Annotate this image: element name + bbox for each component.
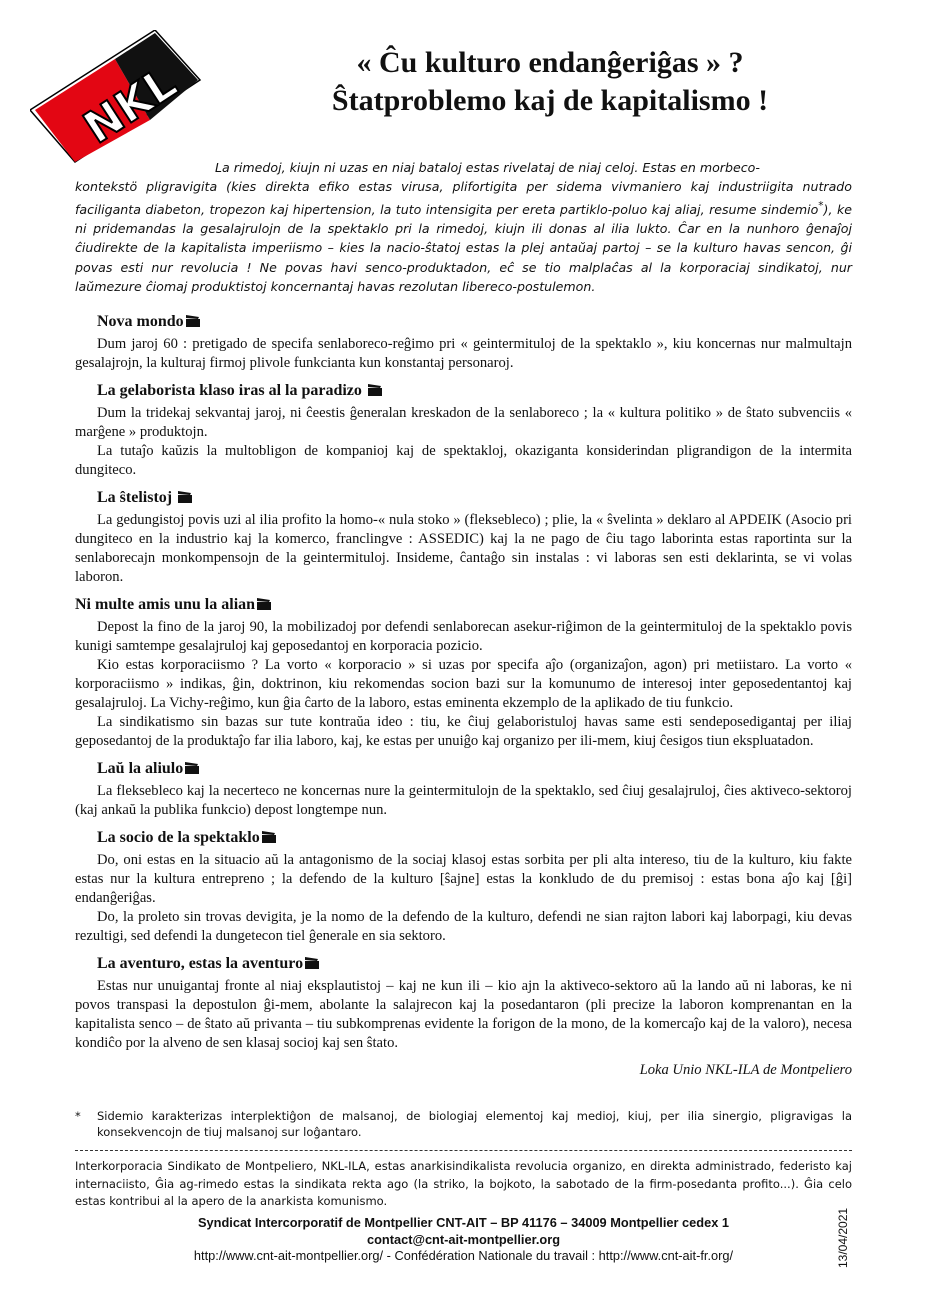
intro-first-line: La rimedoj, kiujn ni uzas en niaj bataloj estas rivelataj de niaj celoj. Estas en morbeco-	[215, 160, 760, 175]
section-ni-multe-amis	[75, 595, 852, 751]
footnote-ref: *	[818, 199, 824, 212]
section-gelaborista-klaso	[75, 381, 852, 480]
signature: Loka Unio NKL-ILA de Montpeliero	[639, 1062, 852, 1078]
paragraph: La tutaĵo kaŭzis la multobligon de kompanioj kaj de spektakloj, okaziganta konsiderindan pligrandigon de la intermita dungiteco.	[75, 443, 852, 478]
page-title	[240, 44, 860, 120]
section-lau-la-aliulo	[75, 759, 852, 820]
section-title-text: La gelaborista klaso iras al la paradizo	[97, 382, 362, 399]
section-title	[97, 488, 852, 508]
title-line-2: Ŝtatproblemo kaj de kapitalismo !	[331, 84, 769, 117]
article-body	[75, 312, 852, 1080]
email-link[interactable]: contact@cnt-ait-montpellier.org	[366, 1231, 561, 1247]
paragraph: Dum la tridekaj sekvantaj jaroj, ni ĉeestis ĝeneralan kreskadon de la senlaboreco ; la « kultura politiko » de ŝtato subvenciis « marĝene » produktojn.	[75, 405, 852, 440]
section-title-text: Ni multe amis unu la alian	[75, 596, 256, 613]
footnote-text: Sidemio karakterizas interplektiĝon de malsanoj, de biologiaj elementoj kaj medioj, kiuj, per ilia sinergio, pligravigas la konsekvencojn de tiuj malsanoj sur loĝantaro.	[97, 1109, 852, 1139]
paragraph: Estas nur unuigantaj fronte al niaj eksplautistoj – kaj ne kun ili – kio ajn la aktiveco-sektoro aŭ la lando aŭ ni laboras, ke ni povos transpasi la depostulon ĝi-mem, abolante la salajrecon kaj la posedantaron (pli precize la laboron komprenantan en la kapitalista senco – de ŝtato aŭ privanta – tiu subkomprenas evidente la forigon de la mono, de la komercaĵo kaj de la valoro), necesa kondiĉo por la alveno de sen klasaj socioj kaj sen ŝtato.	[75, 978, 852, 1051]
paragraph: Depost la fino de la jaroj 90, la mobilizadoj por defendi senlaborecan asekur-riĝimon de la geintermituloj de la spektaklo povis kunigi samtempe gesalajruloj kaj geposedantoj en korporacia pozicio.	[75, 619, 852, 654]
section-title-text: La ŝtelistoj	[97, 489, 173, 506]
logo-text: NKL	[75, 57, 186, 155]
clapperboard-icon	[368, 382, 382, 394]
section-title	[97, 381, 852, 401]
intro-text-b: ), ke ni pridemandas la gesalajrulojn de la spektaklo pri la rimedoj, kiujn ili donas al ilia lukto. Ĉar en la nunhoro ĝenaĵoj ĉiudirekte de la kapitalista imperiismo – kies la nacio-ŝtatoj estas la plej antaŭaj partoj – se la kulturo havas sencon, ĝi povas esti nur revolucia ! Ne povas havi senco-produktadon, eĉ se tio malplaĉas al la korporaciaj sindikatoj, nur laŭmezure ĉiomaj produktistoj koncernantaj havas rezolutan libereco-postulemon.	[75, 201, 852, 294]
paragraph: Do, oni estas en la situacio aŭ la antagonismo de la sociaj klasoj estas sorbita per pli alta intereso, tiu de la kulturo, kiu fakte estas nur la kultura entrepreno ; la defendo de la kulturo [ŝajne] estas la konkludo de du premisoj : estas bona aĵo kaj [ĝi] endanĝeriĝas.	[75, 852, 852, 906]
section-title-text: La socio de la spektaklo	[97, 829, 260, 846]
clapperboard-icon	[185, 760, 199, 772]
paragraph: La gedungistoj povis uzi al ilia profito la homo-« nula stoko » (fleksebleco) ; plie, la « ŝvelinta » deklaro al APDEIK (Asocio pri dungiteco en la industrio kaj la komerco, franclingve : ASSEDIC) kaj la ne pago de ĉiu tago laborinta estas raportinta sur la senlaborecajn monkompensojn de la geintermituloj. Insideme, ĉantaĝo sin instalas : vi laboras sen esti deklarinta, se vi volas laboron.	[75, 512, 852, 585]
intro-paragraph	[75, 158, 852, 296]
section-nova-mondo	[75, 312, 852, 373]
publication-date: 13/04/2021	[836, 1207, 850, 1268]
intro-text-a: kontekstö pligravigita (kies direkta efiko estas virusa, plifortigita per sidema vivmaniero kaj industriigita nutrado faciliganta diabeton, tropezon kaj hipertension, la tuto intensigita per ereta partiklo-poluo kaj aliaj, resume sindemio	[75, 179, 852, 217]
section-stelistoj	[75, 488, 852, 587]
clapperboard-icon	[257, 596, 271, 608]
section-socio-de-la-spektaklo	[75, 828, 852, 946]
contact-block	[75, 1215, 852, 1265]
section-title-text: La aventuro, estas la aventuro	[97, 955, 304, 972]
footnote-mark: *	[75, 1109, 81, 1123]
clapperboard-icon	[186, 313, 200, 325]
clapperboard-icon	[178, 489, 192, 501]
title-line-1: « Ĉu kulturo endanĝeriĝas » ?	[356, 46, 744, 79]
clapperboard-icon	[305, 955, 319, 967]
paragraph: La fleksebleco kaj la necerteco ne koncernas nure la geintermitulojn de la spektaklo, sed ĉiuj gesalajruloj, ĉies aktiveco-sektoroj (kaj ankaŭ la publika funkcio) depost longtempe nun.	[75, 783, 852, 818]
clapperboard-icon	[262, 829, 276, 841]
paragraph: Do, la proleto sin trovas devigita, je la nomo de la defendo de la kulturo, defendi ne sian rajton labori kaj laborpagi, kiu devas rezultigi, sed defendi la dungetecon tiel ĝenerale en sia sektoro.	[75, 909, 852, 944]
section-la-aventuro	[75, 954, 852, 1053]
website-links[interactable]: http://www.cnt-ait-montpellier.org/ - Confédération Nationale du travail : http://www.cnt-ait-fr.org/	[193, 1248, 734, 1263]
paragraph: Kio estas korporaciismo ? La vorto « korporacio » si uzas por specifa aĵo (organizaĵon, agon) pri metiistaro. La vorto « korporaciismo » indikas, ĝin, doktrinon, kiu rekomendas socion bazi sur la komunumo de interesoj inter geposedentantoj kaj gesalajruloj. La Vichy-reĝimo, kun ĝia ĉarto de la laboro, estas eminenta ekzemplo de la aplikado de tiu funkcio.	[75, 657, 852, 711]
postal-address: Syndicat Intercorporatif de Montpellier CNT-AIT – BP 41176 – 34009 Montpellier cedex 1	[197, 1215, 729, 1230]
section-title	[75, 595, 852, 615]
section-title	[97, 312, 852, 332]
section-title-text: Laŭ la aliulo	[97, 760, 184, 777]
nkl-logo	[30, 30, 205, 170]
paragraph: La sindikatismo sin bazas sur tute kontraŭa ideo : tiu, ke ĉiuj gelaboristuloj havas same esti sendeposedigantaj per iliaj geposedantoj de la produktaĵo far ilia laboro, kaj, ke estas per unuiĝo kaj organizo per ili-mem, kiuj ĉesigos tiun ekspluatadon.	[75, 714, 852, 749]
section-title-text: Nova mondo	[97, 313, 184, 330]
organization-description: Interkorporacia Sindikato de Montpeliero, NKL-ILA, estas anarkisindikalista revolucia organizo, en direkta administrado, federisto kaj internaciisto, Ĝia ag-rimedo estas la sindikata rekta ago (la striko, la bojkoto, la sabotado de la firm-posedanta profito...). Ĝia celo estas kontribui al la apero de la anarkista komunismo.	[75, 1159, 852, 1208]
footnote	[75, 1108, 852, 1140]
divider	[75, 1150, 852, 1151]
section-title	[97, 759, 852, 779]
nkl-logo-graphic	[30, 30, 205, 170]
section-title	[97, 828, 852, 848]
paragraph: Dum jaroj 60 : pretigado de specifa senlaboreco-reĝimo pri « geintermituloj de la spektaklo », kiu koncernas nur malmultajn gesalajrojn, la kulturaj firmoj plivole funkcianta kun konstantaj personaroj.	[75, 336, 852, 371]
section-title	[97, 954, 852, 974]
